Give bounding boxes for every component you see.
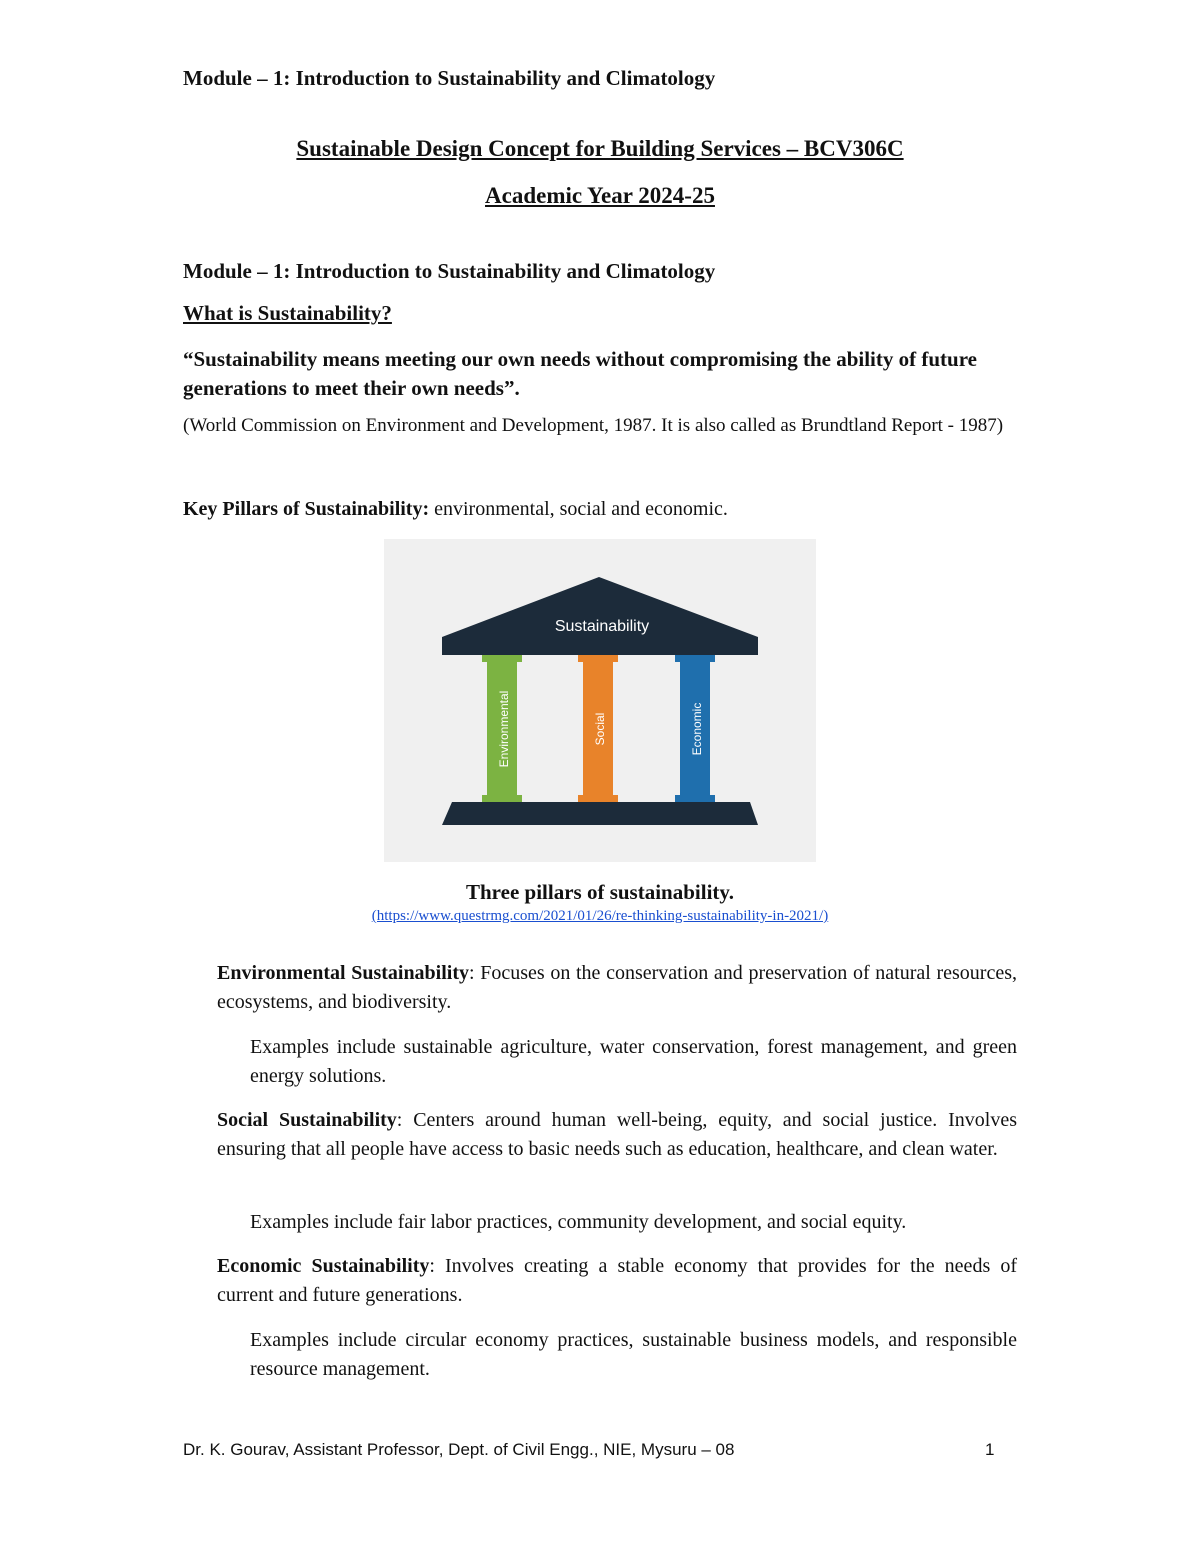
- footer-author: Dr. K. Gourav, Assistant Professor, Dept. of Civil Engg., NIE, Mysuru – 08: [183, 1440, 735, 1459]
- definition-quote: “Sustainability means meeting our own needs without compromising the ability of future generations to meet their own needs”.: [183, 347, 977, 400]
- figure-caption: Three pillars of sustainability.: [466, 880, 734, 904]
- environmental-paragraph: [217, 959, 1017, 1017]
- module-heading: Module – 1: Introduction to Sustainability and Climatology: [183, 259, 716, 283]
- environmental-text: : Focuses on the conservation and preservation of natural resources, ecosystems, and biodiversity.: [217, 962, 1017, 1013]
- econ-pillar-label: Economic: [690, 702, 704, 756]
- key-pillars-text: environmental, social and economic.: [429, 498, 728, 520]
- economic-paragraph: [217, 1252, 1017, 1310]
- environmental-examples: Examples include sustainable agriculture, water conservation, forest management, and green energy solutions.: [250, 1036, 1017, 1087]
- social-pillar-label: Social: [593, 712, 607, 746]
- academic-year-title: Academic Year 2024-25: [485, 183, 715, 208]
- social-text: : Centers around human well-being, equity, and social justice. Involves ensuring that all people have access to basic needs such as education, healthcare, and clean water.: [217, 1109, 1017, 1160]
- key-pillars-line: [183, 498, 728, 521]
- social-base: [578, 795, 618, 802]
- economic-text: : Involves creating a stable economy that provides for the needs of current and future generations.: [217, 1255, 1017, 1306]
- env-base: [482, 795, 522, 802]
- env-capital: [482, 655, 522, 662]
- pillars-diagram: [384, 539, 816, 862]
- economic-label: Economic Sustainability: [217, 1255, 430, 1277]
- foundation-shape: [442, 802, 758, 825]
- course-title: Sustainable Design Concept for Building Services – BCV306C: [296, 136, 904, 161]
- page-number: 1: [985, 1440, 995, 1459]
- env-pillar-label: Environmental: [497, 690, 511, 768]
- environmental-label: Environmental Sustainability: [217, 962, 470, 984]
- social-capital: [578, 655, 618, 662]
- running-header: Module – 1: Introduction to Sustainability and Climatology: [183, 66, 716, 90]
- social-label: Social Sustainability: [217, 1109, 397, 1131]
- social-paragraph: [217, 1106, 1017, 1164]
- key-pillars-label: Key Pillars of Sustainability:: [183, 498, 430, 520]
- economic-examples: Examples include circular economy practices, sustainable business models, and responsible resource management.: [250, 1329, 1017, 1380]
- econ-base: [675, 795, 715, 802]
- social-examples: Examples include fair labor practices, community development, and social equity.: [250, 1211, 907, 1233]
- three-pillars-figure: [384, 539, 816, 862]
- econ-capital: [675, 655, 715, 662]
- roof-label: Sustainability: [554, 618, 650, 635]
- figure-source-link[interactable]: (https://www.questrmg.com/2021/01/26/re-thinking-sustainability-in-2021/): [371, 908, 829, 924]
- quote-citation: (World Commission on Environment and Development, 1987. It is also called as Brundtland Report - 1987): [183, 415, 1004, 436]
- section-question: What is Sustainability?: [183, 301, 392, 325]
